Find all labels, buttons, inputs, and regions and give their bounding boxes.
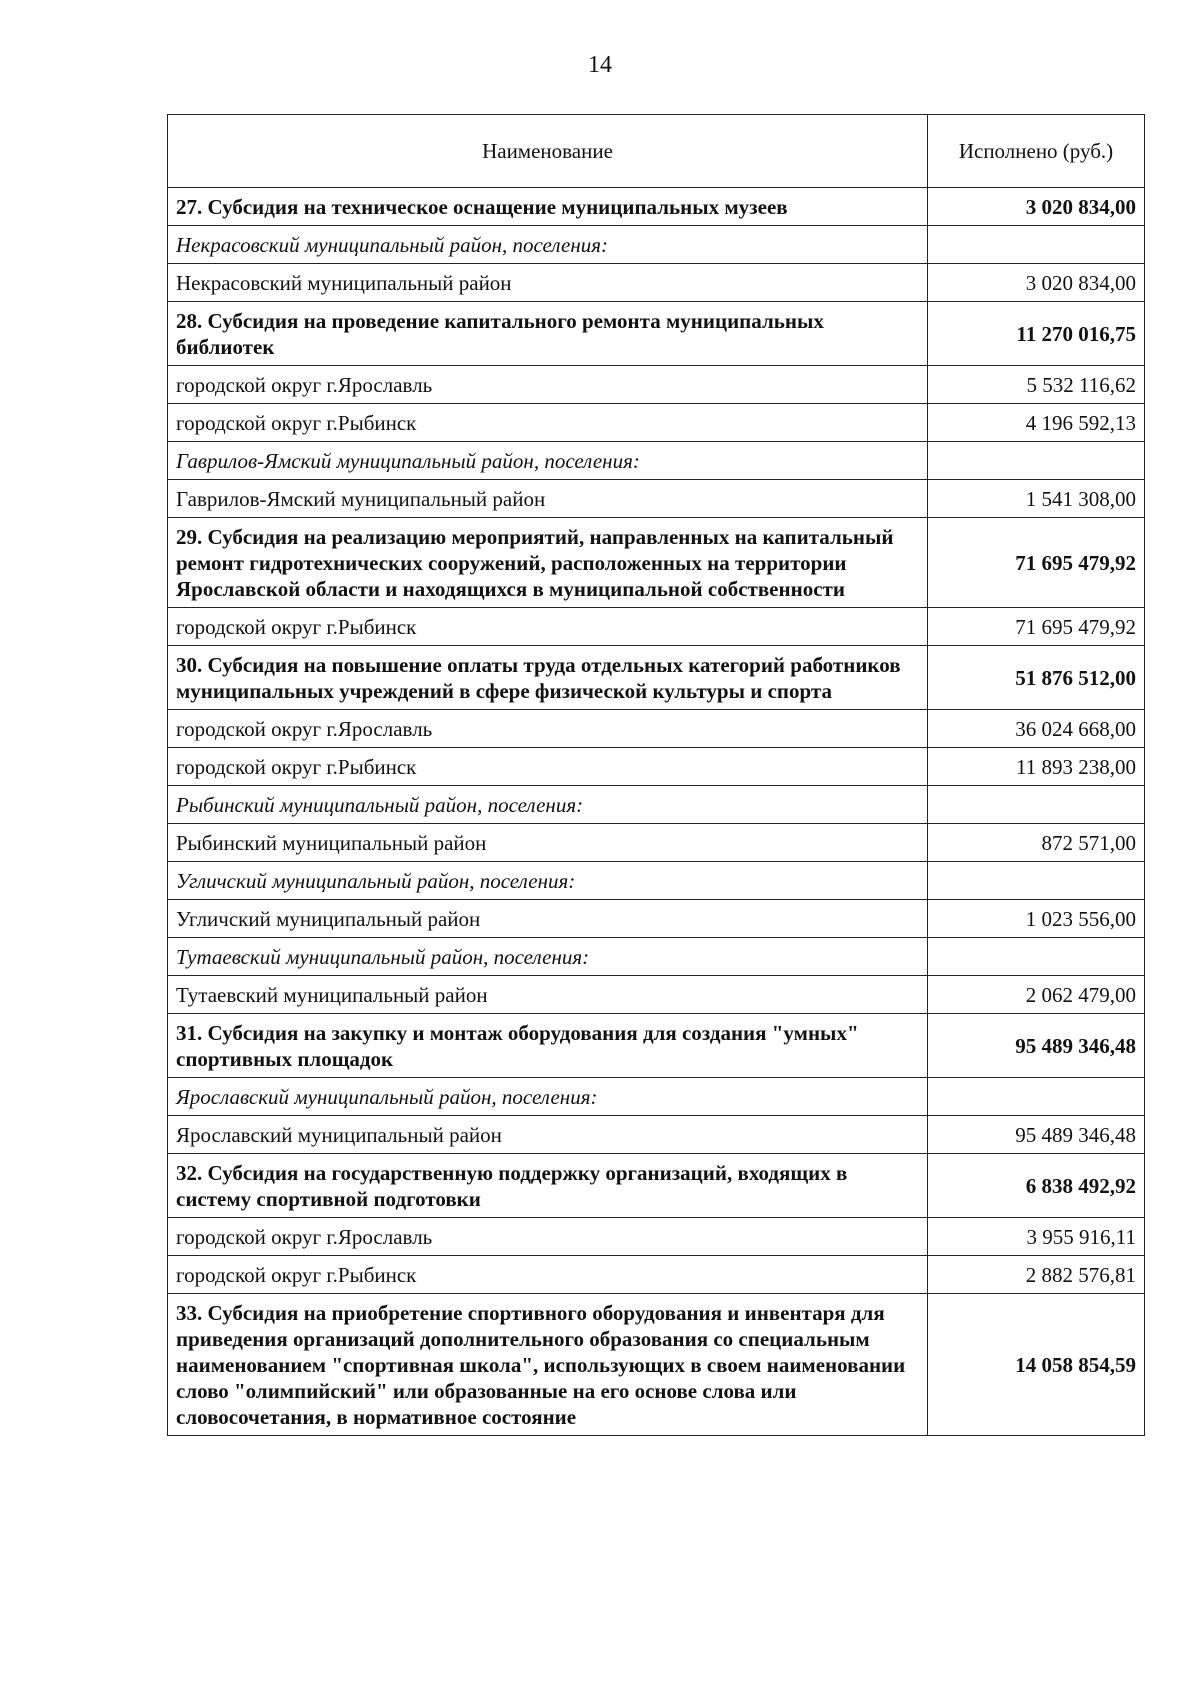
table-row bbox=[168, 900, 1145, 938]
row-name: Тутаевский муниципальный район, поселения: bbox=[168, 938, 928, 976]
row-value: 3 020 834,00 bbox=[928, 188, 1145, 226]
row-value: 11 893 238,00 bbox=[928, 748, 1145, 786]
row-value bbox=[928, 938, 1145, 976]
group-row bbox=[168, 786, 1145, 824]
header-name: Наименование bbox=[168, 115, 928, 188]
row-name: городской округ г.Ярославль bbox=[168, 710, 928, 748]
row-name: Угличский муниципальный район, поселения: bbox=[168, 862, 928, 900]
group-row bbox=[168, 226, 1145, 264]
row-value: 71 695 479,92 bbox=[928, 518, 1145, 608]
table-body bbox=[168, 188, 1145, 1436]
table-row bbox=[168, 824, 1145, 862]
row-value bbox=[928, 1078, 1145, 1116]
row-value: 1 541 308,00 bbox=[928, 480, 1145, 518]
table-row bbox=[168, 264, 1145, 302]
row-value bbox=[928, 862, 1145, 900]
row-name: Угличский муниципальный район bbox=[168, 900, 928, 938]
row-name: 32. Субсидия на государственную поддержку организаций, входящих в систему спортивной подготовки bbox=[168, 1154, 928, 1218]
row-name: Рыбинский муниципальный район, поселения: bbox=[168, 786, 928, 824]
page-number: 14 bbox=[588, 52, 612, 78]
row-name: Гаврилов-Ямский муниципальный район bbox=[168, 480, 928, 518]
header-executed: Исполнено (руб.) bbox=[928, 115, 1145, 188]
table-row bbox=[168, 748, 1145, 786]
row-value: 14 058 854,59 bbox=[928, 1294, 1145, 1436]
table-row bbox=[168, 1256, 1145, 1294]
section-row bbox=[168, 518, 1145, 608]
row-name: городской округ г.Ярославль bbox=[168, 1218, 928, 1256]
row-value: 95 489 346,48 bbox=[928, 1116, 1145, 1154]
row-value: 4 196 592,13 bbox=[928, 404, 1145, 442]
table-row bbox=[168, 480, 1145, 518]
row-name: городской округ г.Ярославль bbox=[168, 366, 928, 404]
row-value: 3 955 916,11 bbox=[928, 1218, 1145, 1256]
row-name: Ярославский муниципальный район, поселения: bbox=[168, 1078, 928, 1116]
row-value: 6 838 492,92 bbox=[928, 1154, 1145, 1218]
row-name: 27. Субсидия на техническое оснащение муниципальных музеев bbox=[168, 188, 928, 226]
row-value: 1 023 556,00 bbox=[928, 900, 1145, 938]
row-name: 29. Субсидия на реализацию мероприятий, направленных на капитальный ремонт гидротехнических сооружений, расположенных на территории Ярославской области и находящихся в муниципальной собственности bbox=[168, 518, 928, 608]
row-value: 872 571,00 bbox=[928, 824, 1145, 862]
row-value: 3 020 834,00 bbox=[928, 264, 1145, 302]
row-value bbox=[928, 226, 1145, 264]
report-table bbox=[167, 114, 1145, 1436]
table-row bbox=[168, 1218, 1145, 1256]
row-name: 33. Субсидия на приобретение спортивного оборудования и инвентаря для приведения организаций дополнительного образования со специальным наименованием "спортивная школа", использующих в своем наименовании слово "олимпийский" или образованные на его основе слова или словосочетания, в нормативное состояние bbox=[168, 1294, 928, 1436]
group-row bbox=[168, 862, 1145, 900]
table-row bbox=[168, 1116, 1145, 1154]
row-value: 2 062 479,00 bbox=[928, 976, 1145, 1014]
row-name: городской округ г.Рыбинск bbox=[168, 748, 928, 786]
group-row bbox=[168, 442, 1145, 480]
row-name: городской округ г.Рыбинск bbox=[168, 404, 928, 442]
row-name: Тутаевский муниципальный район bbox=[168, 976, 928, 1014]
row-value: 2 882 576,81 bbox=[928, 1256, 1145, 1294]
row-name: 31. Субсидия на закупку и монтаж оборудования для создания "умных" спортивных площадок bbox=[168, 1014, 928, 1078]
table-row bbox=[168, 404, 1145, 442]
table-row bbox=[168, 976, 1145, 1014]
row-value: 36 024 668,00 bbox=[928, 710, 1145, 748]
row-name: городской округ г.Рыбинск bbox=[168, 608, 928, 646]
group-row bbox=[168, 938, 1145, 976]
row-value: 71 695 479,92 bbox=[928, 608, 1145, 646]
row-name: 28. Субсидия на проведение капитального ремонта муниципальных библиотек bbox=[168, 302, 928, 366]
section-row bbox=[168, 1014, 1145, 1078]
row-name: городской округ г.Рыбинск bbox=[168, 1256, 928, 1294]
section-row bbox=[168, 1294, 1145, 1436]
row-name: Гаврилов-Ямский муниципальный район, поселения: bbox=[168, 442, 928, 480]
table-row bbox=[168, 710, 1145, 748]
row-name: Рыбинский муниципальный район bbox=[168, 824, 928, 862]
section-row bbox=[168, 188, 1145, 226]
row-value bbox=[928, 442, 1145, 480]
group-row bbox=[168, 1078, 1145, 1116]
row-value: 51 876 512,00 bbox=[928, 646, 1145, 710]
section-row bbox=[168, 302, 1145, 366]
row-value: 5 532 116,62 bbox=[928, 366, 1145, 404]
row-value bbox=[928, 786, 1145, 824]
row-name: Некрасовский муниципальный район bbox=[168, 264, 928, 302]
row-value: 95 489 346,48 bbox=[928, 1014, 1145, 1078]
row-name: Некрасовский муниципальный район, поселения: bbox=[168, 226, 928, 264]
table-header-row bbox=[168, 115, 1145, 188]
table-row bbox=[168, 608, 1145, 646]
row-name: Ярославский муниципальный район bbox=[168, 1116, 928, 1154]
row-name: 30. Субсидия на повышение оплаты труда отдельных категорий работников муниципальных учреждений в сфере физической культуры и спорта bbox=[168, 646, 928, 710]
section-row bbox=[168, 646, 1145, 710]
row-value: 11 270 016,75 bbox=[928, 302, 1145, 366]
table-row bbox=[168, 366, 1145, 404]
section-row bbox=[168, 1154, 1145, 1218]
